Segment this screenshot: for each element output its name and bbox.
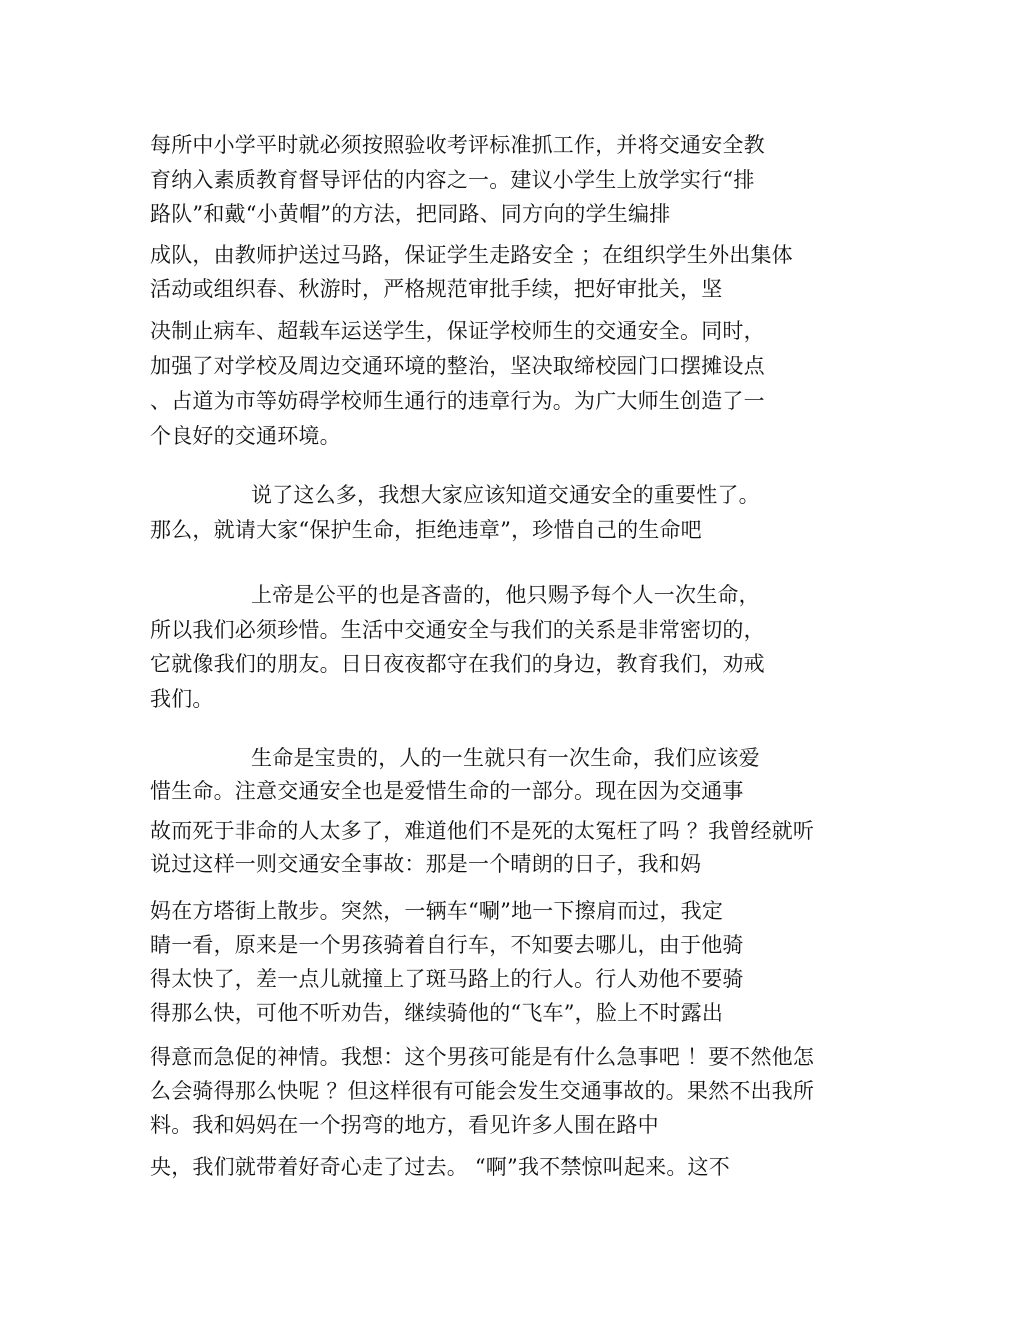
paragraph-first-line: 上帝是公平的也是吝啬的，他只赐予每个人一次生命， <box>251 583 760 607</box>
text-line: 、占道为市等妨碍学校师生通行的违章行为。为广大师生创造了一 <box>150 389 765 413</box>
text-line: 说过这样一则交通安全事故：那是一个晴朗的日子，我和妈 <box>150 852 702 876</box>
text-line: 故而死于非命的人太多了，难道他们不是死的太冤枉了吗 ？我曾经就听 <box>150 819 815 843</box>
text-line: 惜生命。注意交通安全也是爱惜生命的一部分。现在因为交通事 <box>150 779 744 803</box>
text-line: 料。我和妈妈在一个拐弯的地方，看见许多人围在路中 <box>150 1113 659 1137</box>
text-line: 所以我们必须珍惜。生活中交通安全与我们的关系是非常密切的， <box>150 618 765 642</box>
text-line: 它就像我们的朋友。日日夜夜都守在我们的身边，教育我们，劝戒 <box>150 652 765 676</box>
text-line: 我们。 <box>150 687 214 711</box>
text-line: 加强了对学校及周边交通环境的整治，坚决取缔校园门口摆摊设点 <box>150 354 765 378</box>
text-line: 得那么快，可他不听劝告，继续骑他的“飞车”，脸上不时露出 <box>150 1001 724 1025</box>
text-line: 育纳入素质教育督导评估的内容之一。建议小学生上放学实行“排 <box>150 168 755 192</box>
text-line: 路队”和戴“小黄帽”的方法，把同路、同方向的学生编排 <box>150 202 671 226</box>
text-line: 每所中小学平时就必须按照验收考评标准抓工作，并将交通安全教 <box>150 133 765 157</box>
text-line: 得意而急促的神情。我想：这个男孩可能是有什么急事吧 ！要不然他怎 <box>150 1045 815 1069</box>
text-line: 活动或组织春、秋游时，严格规范审批手续，把好审批关，坚 <box>150 277 723 301</box>
text-line: 央，我们就带着好奇心走了过去。 “啊”我不禁惊叫起来。这不 <box>150 1155 730 1179</box>
text-line: 那么，就请大家“保护生命，拒绝违章”，珍惜自己的生命吧 <box>150 518 702 542</box>
text-line: 得太快了，差一点儿就撞上了斑马路上的行人。行人劝他不要骑 <box>150 967 744 991</box>
text-line: 个良好的交通环境。 <box>150 424 341 448</box>
text-line: 成队，由教师护送过马路，保证学生走路安全 ；在组织学生外出集体 <box>150 243 793 267</box>
text-line: 么会骑得那么快呢 ？但这样很有可能会发生交通事故的。果然不出我所 <box>150 1079 815 1103</box>
text-line: 睛一看，原来是一个男孩骑着自行车，不知要去哪儿，由于他骑 <box>150 933 744 957</box>
text-line: 决制止病车、超载车运送学生，保证学校师生的交通安全。同时， <box>150 319 765 343</box>
paragraph-first-line: 生命是宝贵的，人的一生就只有一次生命，我们应该爱 <box>251 746 760 770</box>
paragraph-first-line: 说了这么多，我想大家应该知道交通安全的重要性了。 <box>251 483 760 507</box>
text-line: 妈在方塔街上散步。突然，一辆车“唰”地一下擦肩而过，我定 <box>150 899 724 923</box>
